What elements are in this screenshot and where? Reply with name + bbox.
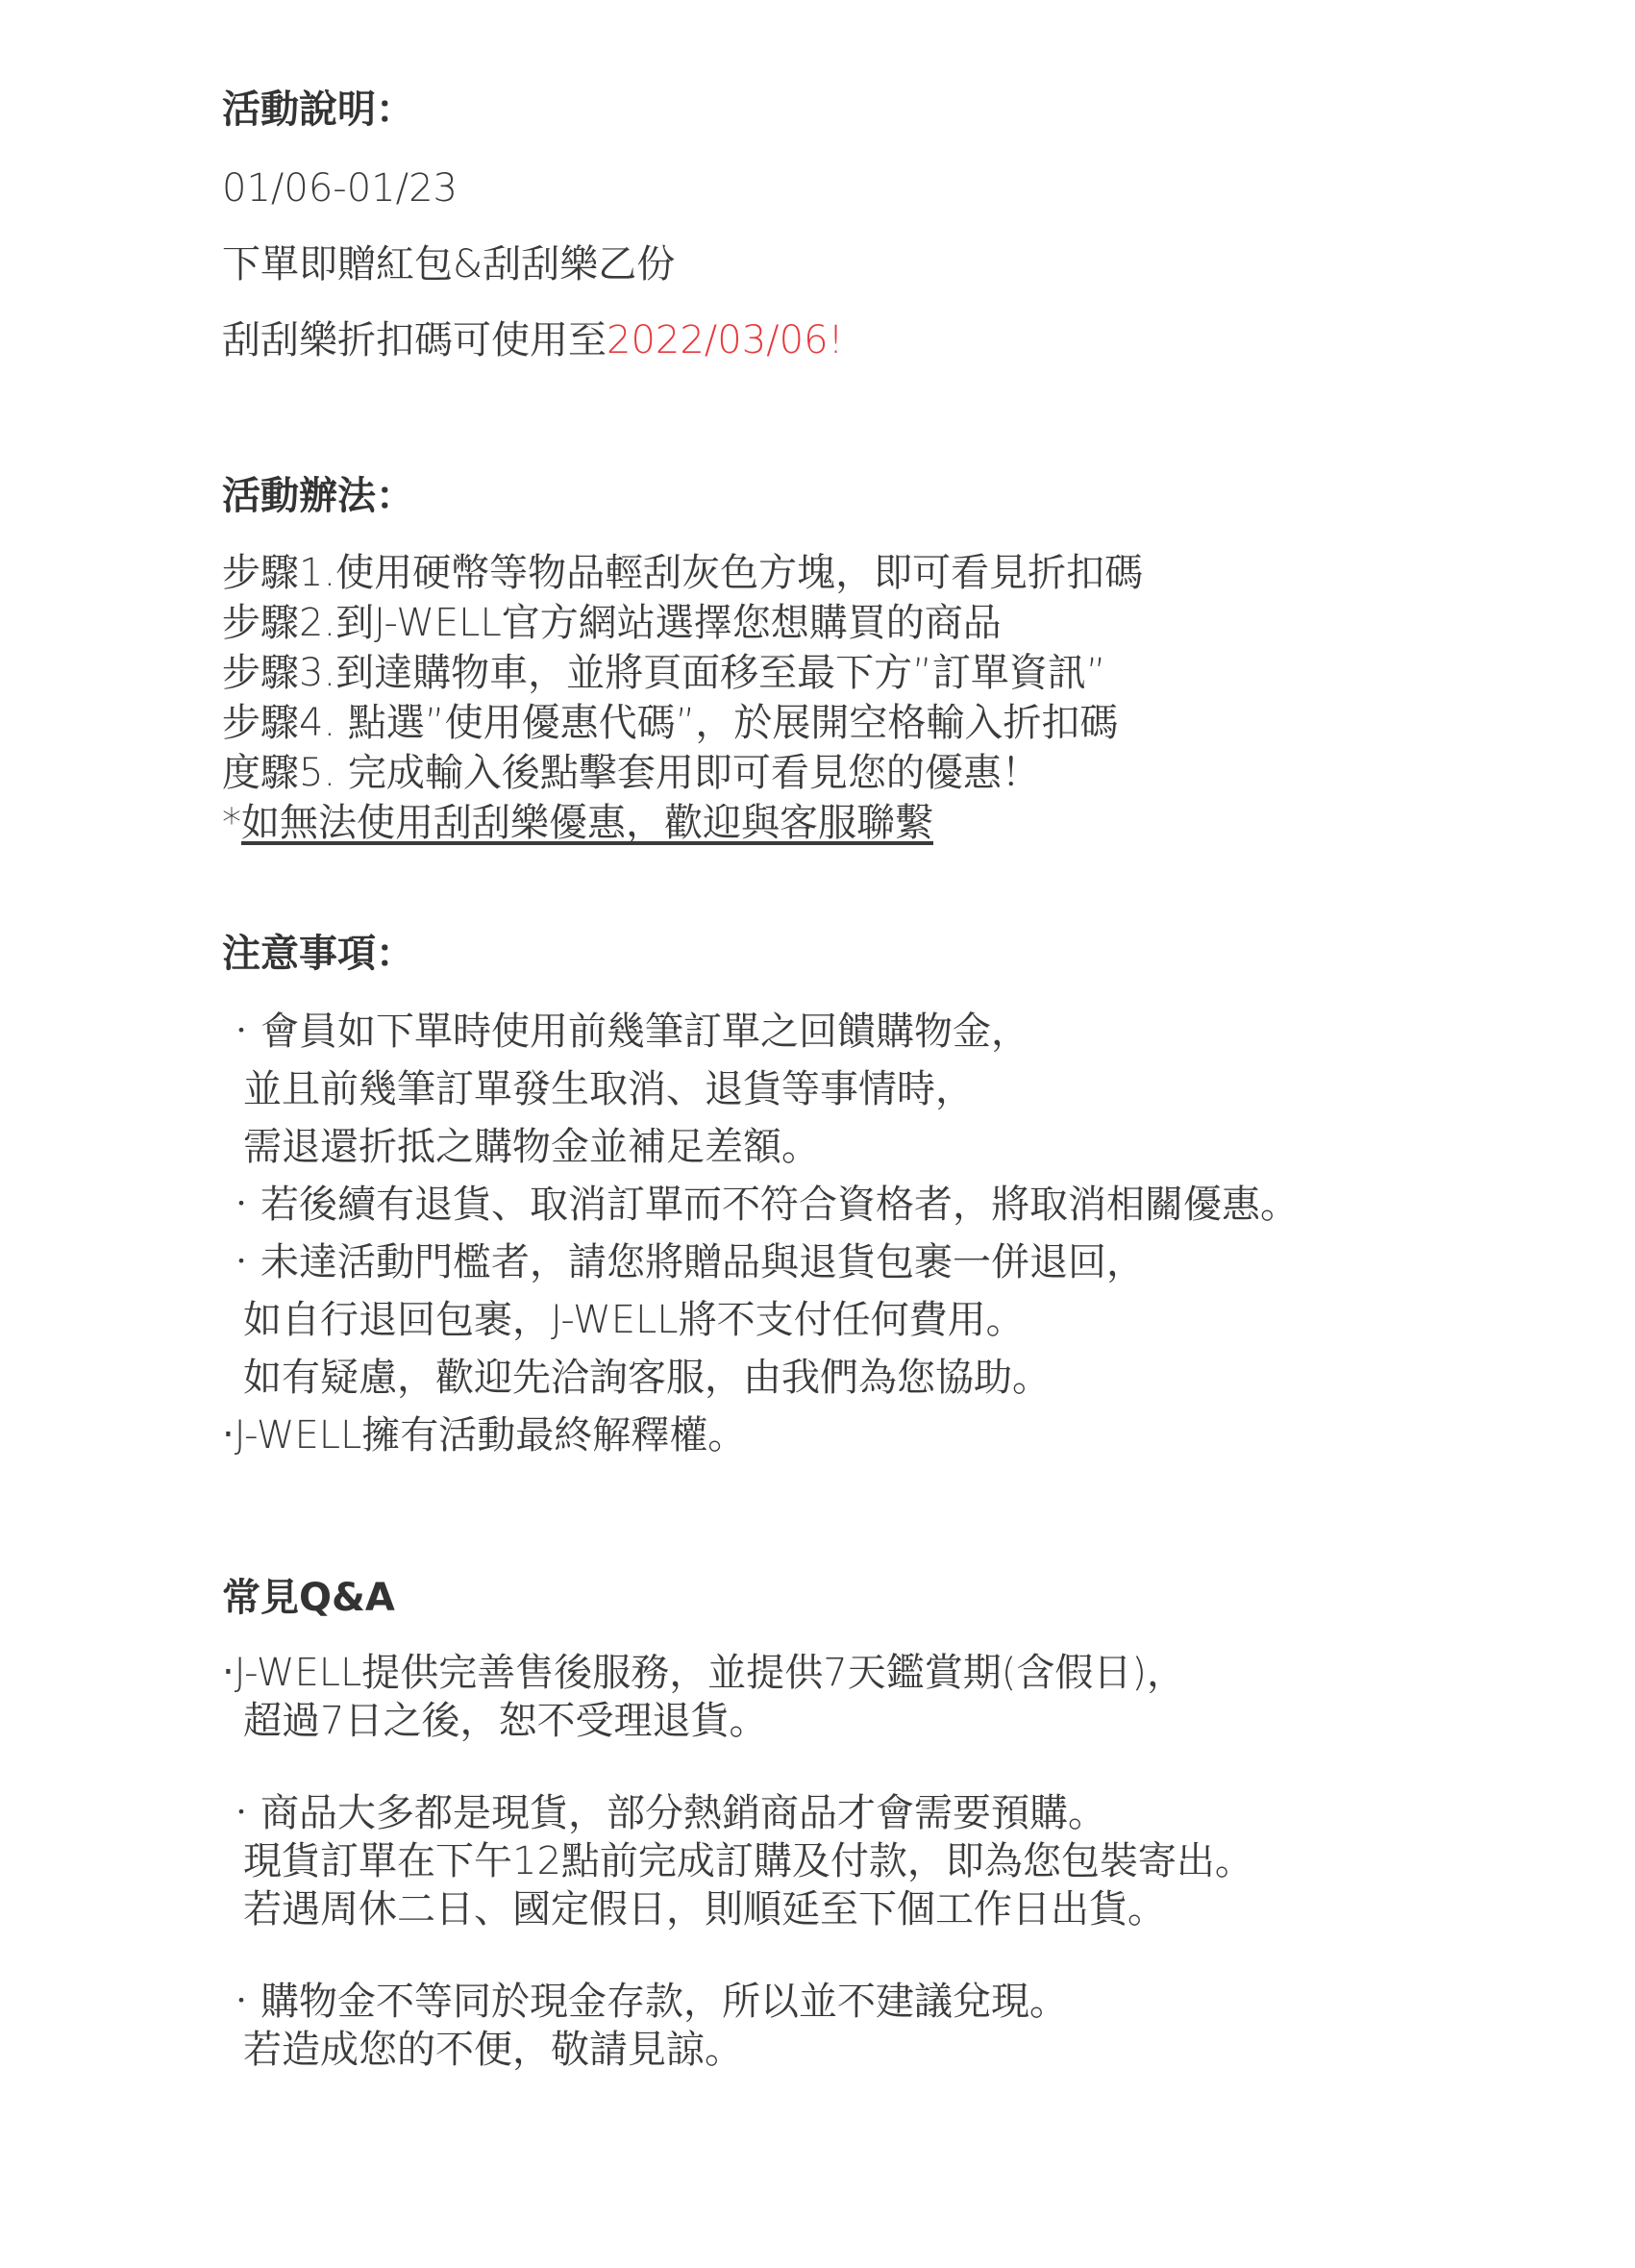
note-line: ‧未達活動門檻者，請您將贈品與退貨包裹一併退回， — [222, 1240, 1145, 1284]
faq-item — [222, 1789, 1577, 1933]
code-validity-text — [222, 319, 1577, 361]
note-line: 如有疑慮，歡迎先洽詢客服，由我們為您協助。 — [243, 1356, 1051, 1400]
faq-list — [222, 1649, 1577, 2118]
code-expiry-date: 2022/03/06! — [607, 318, 844, 362]
steps-list — [222, 548, 1577, 848]
event-description-section — [222, 88, 1577, 131]
note-line: 如自行退回包裹，J-WELL將不支付任何費用。 — [243, 1298, 1025, 1342]
gift-text: 下單即贈紅包&刮刮樂乙份 — [222, 242, 676, 287]
step-item: 度驟5. 完成輸入後點擊套用即可看見您的優惠！ — [222, 751, 1040, 795]
faq-item — [222, 1978, 1577, 2074]
faq-line: 若遇周休二日、國定假日，則順延至下個工作日出貨。 — [243, 1887, 1166, 1932]
notes-section — [222, 933, 1577, 975]
event-description-heading: 活動說明： — [222, 87, 414, 132]
note-line: ‧會員如下單時使用前幾筆訂單之回饋購物金， — [222, 1009, 1029, 1054]
customer-service-link[interactable]: 如無法使用刮刮樂優惠，歡迎與客服聯繫 — [241, 801, 933, 845]
event-code-validity — [222, 319, 1577, 361]
event-method-section — [222, 475, 1577, 517]
faq-item — [222, 1649, 1577, 1745]
faq-line: 若造成您的不便，敬請見諒。 — [243, 2028, 743, 2072]
notes-list — [222, 1003, 1577, 1464]
note-line: 需退還折抵之購物金並補足差額。 — [243, 1125, 820, 1169]
faq-line: 現貨訂單在下午12點前完成訂購及付款，即為您包裝寄出。 — [243, 1839, 1253, 1883]
faq-line: ‧商品大多都是現貨，部分熱銷商品才會需要預購。 — [222, 1791, 1106, 1835]
faq-section — [222, 1577, 1577, 1619]
note-line: ‧J-WELL擁有活動最終解釋權。 — [222, 1413, 747, 1458]
faq-line: 超過7日之後，恕不受理退貨。 — [243, 1699, 768, 1743]
date-range-text: 01/06-01/23 — [222, 166, 458, 211]
faq-heading: 常見Q&A — [222, 1576, 395, 1620]
footnote-mark: * — [222, 801, 241, 845]
step-item: 步驟1.使用硬幣等物品輕刮灰色方塊，即可看見折扣碼 — [222, 551, 1144, 595]
note-line: 並且前幾筆訂單發生取消、退貨等事情時， — [243, 1067, 974, 1111]
faq-line: ‧J-WELL提供完善售後服務，並提供7天鑑賞期(含假日)， — [222, 1651, 1185, 1695]
code-validity-prefix: 刮刮樂折扣碼可使用至 — [222, 318, 607, 362]
event-date-range — [222, 167, 1577, 210]
faq-line: ‧購物金不等同於現金存款，所以並不建議兌現。 — [222, 1980, 1068, 2024]
step-item: 步驟2.到J-WELL官方網站選擇您想購買的商品 — [222, 601, 1002, 645]
event-gift-line — [222, 243, 1577, 286]
notes-heading: 注意事項： — [222, 932, 414, 976]
footnote — [222, 798, 1577, 848]
event-method-heading: 活動辦法： — [222, 474, 414, 518]
step-item: 步驟3.到達購物車，並將頁面移至最下方”訂單資訊” — [222, 651, 1106, 695]
note-line: ‧若後續有退貨、取消訂單而不符合資格者，將取消相關優惠。 — [222, 1183, 1299, 1227]
step-item: 步驟4. 點選”使用優惠代碼”，於展開空格輸入折扣碼 — [222, 701, 1119, 745]
